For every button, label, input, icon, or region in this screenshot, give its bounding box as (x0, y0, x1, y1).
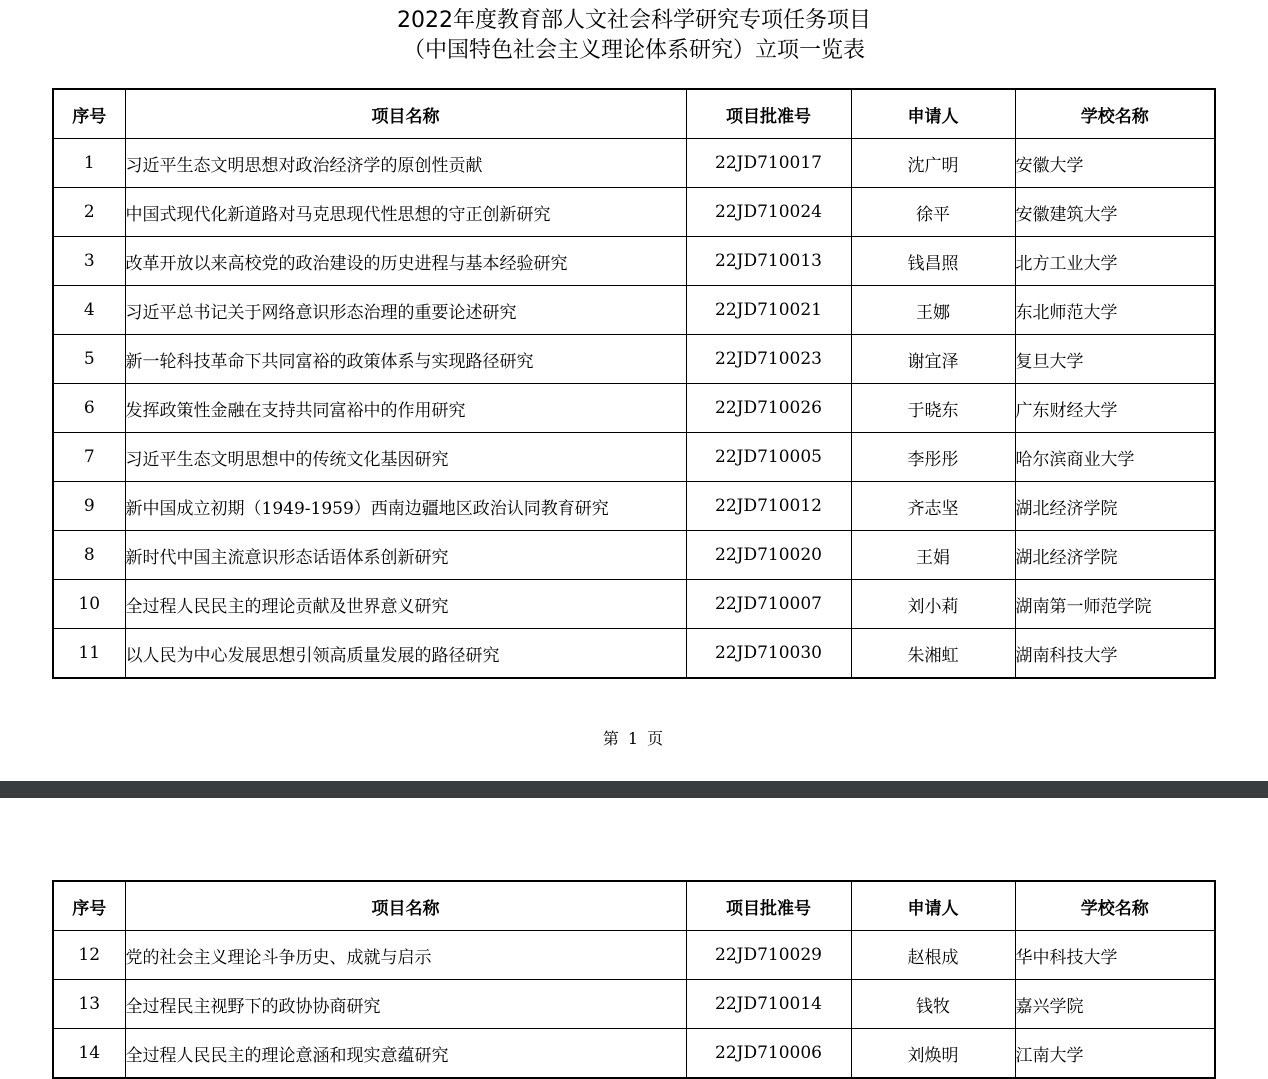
cell-index: 7 (53, 433, 125, 482)
cell-applicant: 沈广明 (851, 139, 1015, 188)
cell-index: 11 (53, 629, 125, 679)
table-row (53, 580, 1215, 629)
cell-applicant: 刘焕明 (851, 1029, 1015, 1079)
header-school: 学校名称 (1015, 881, 1215, 931)
table-row (53, 531, 1215, 580)
cell-school: 安徽建筑大学 (1015, 188, 1215, 237)
table-row (53, 433, 1215, 482)
cell-index: 3 (53, 237, 125, 286)
header-school: 学校名称 (1015, 89, 1215, 139)
header-approval-number: 项目批准号 (686, 881, 851, 931)
cell-index: 9 (53, 482, 125, 531)
cell-approval-number: 22JD710014 (686, 980, 851, 1029)
cell-school: 湖南第一师范学院 (1015, 580, 1215, 629)
header-approval-number: 项目批准号 (686, 89, 851, 139)
cell-approval-number: 22JD710021 (686, 286, 851, 335)
cell-applicant: 于晓东 (851, 384, 1015, 433)
cell-school: 华中科技大学 (1015, 931, 1215, 980)
table-row (53, 139, 1215, 188)
cell-school: 江南大学 (1015, 1029, 1215, 1079)
cell-applicant: 赵根成 (851, 931, 1015, 980)
cell-project-name: 以人民为中心发展思想引领高质量发展的路径研究 (125, 629, 686, 679)
cell-applicant: 钱牧 (851, 980, 1015, 1029)
cell-approval-number: 22JD710023 (686, 335, 851, 384)
table-row (53, 335, 1215, 384)
cell-approval-number: 22JD710020 (686, 531, 851, 580)
cell-project-name: 党的社会主义理论斗争历史、成就与启示 (125, 931, 686, 980)
cell-index: 12 (53, 931, 125, 980)
cell-applicant: 齐志坚 (851, 482, 1015, 531)
table-row (53, 931, 1215, 980)
cell-project-name: 新中国成立初期（1949-1959）西南边疆地区政治认同教育研究 (125, 482, 686, 531)
cell-applicant: 谢宜泽 (851, 335, 1015, 384)
cell-index: 5 (53, 335, 125, 384)
projects-table-page2 (52, 880, 1216, 1079)
cell-index: 14 (53, 1029, 125, 1079)
header-applicant: 申请人 (851, 881, 1015, 931)
cell-approval-number: 22JD710024 (686, 188, 851, 237)
cell-applicant: 徐平 (851, 188, 1015, 237)
cell-project-name: 习近平生态文明思想对政治经济学的原创性贡献 (125, 139, 686, 188)
cell-project-name: 中国式现代化新道路对马克思现代性思想的守正创新研究 (125, 188, 686, 237)
cell-index: 13 (53, 980, 125, 1029)
table-row (53, 482, 1215, 531)
page-number: 第 1 页 (602, 729, 666, 748)
cell-school: 哈尔滨商业大学 (1015, 433, 1215, 482)
cell-project-name: 发挥政策性金融在支持共同富裕中的作用研究 (125, 384, 686, 433)
cell-applicant: 刘小莉 (851, 580, 1015, 629)
table-row (53, 188, 1215, 237)
cell-applicant: 朱湘虹 (851, 629, 1015, 679)
table-row (53, 1029, 1215, 1079)
cell-approval-number: 22JD710012 (686, 482, 851, 531)
cell-approval-number: 22JD710026 (686, 384, 851, 433)
table-row (53, 980, 1215, 1029)
cell-index: 10 (53, 580, 125, 629)
cell-applicant: 王娜 (851, 286, 1015, 335)
header-project-name: 项目名称 (125, 89, 686, 139)
cell-index: 1 (53, 139, 125, 188)
cell-project-name: 改革开放以来高校党的政治建设的历史进程与基本经验研究 (125, 237, 686, 286)
header-project-name: 项目名称 (125, 881, 686, 931)
cell-school: 安徽大学 (1015, 139, 1215, 188)
cell-project-name: 习近平生态文明思想中的传统文化基因研究 (125, 433, 686, 482)
header-applicant: 申请人 (851, 89, 1015, 139)
cell-project-name: 新一轮科技革命下共同富裕的政策体系与实现路径研究 (125, 335, 686, 384)
cell-school: 湖北经济学院 (1015, 482, 1215, 531)
cell-approval-number: 22JD710007 (686, 580, 851, 629)
cell-school: 东北师范大学 (1015, 286, 1215, 335)
cell-school: 嘉兴学院 (1015, 980, 1215, 1029)
cell-school: 湖南科技大学 (1015, 629, 1215, 679)
cell-project-name: 新时代中国主流意识形态话语体系创新研究 (125, 531, 686, 580)
cell-project-name: 习近平总书记关于网络意识形态治理的重要论述研究 (125, 286, 686, 335)
cell-applicant: 李彤彤 (851, 433, 1015, 482)
cell-project-name: 全过程民主视野下的政协协商研究 (125, 980, 686, 1029)
header-index: 序号 (53, 881, 125, 931)
document-title-line1: 2022年度教育部人文社会科学研究专项任务项目 (397, 8, 871, 33)
table-row (53, 286, 1215, 335)
table-header-row (53, 881, 1215, 931)
cell-project-name: 全过程人民民主的理论意涵和现实意蕴研究 (125, 1029, 686, 1079)
cell-project-name: 全过程人民民主的理论贡献及世界意义研究 (125, 580, 686, 629)
cell-approval-number: 22JD710005 (686, 433, 851, 482)
table-row (53, 384, 1215, 433)
table-header-row (53, 89, 1215, 139)
cell-approval-number: 22JD710029 (686, 931, 851, 980)
cell-index: 2 (53, 188, 125, 237)
cell-index: 6 (53, 384, 125, 433)
cell-school: 复旦大学 (1015, 335, 1215, 384)
cell-school: 北方工业大学 (1015, 237, 1215, 286)
cell-approval-number: 22JD710017 (686, 139, 851, 188)
header-index: 序号 (53, 89, 125, 139)
cell-index: 4 (53, 286, 125, 335)
table-row (53, 237, 1215, 286)
page-separator (0, 781, 1268, 798)
cell-index: 8 (53, 531, 125, 580)
cell-approval-number: 22JD710013 (686, 237, 851, 286)
document-title-line2: （中国特色社会主义理论体系研究）立项一览表 (402, 38, 865, 63)
cell-approval-number: 22JD710030 (686, 629, 851, 679)
cell-school: 湖北经济学院 (1015, 531, 1215, 580)
cell-approval-number: 22JD710006 (686, 1029, 851, 1079)
cell-applicant: 钱昌照 (851, 237, 1015, 286)
projects-table-page1 (52, 88, 1216, 679)
cell-school: 广东财经大学 (1015, 384, 1215, 433)
cell-applicant: 王娟 (851, 531, 1015, 580)
table-row (53, 629, 1215, 679)
